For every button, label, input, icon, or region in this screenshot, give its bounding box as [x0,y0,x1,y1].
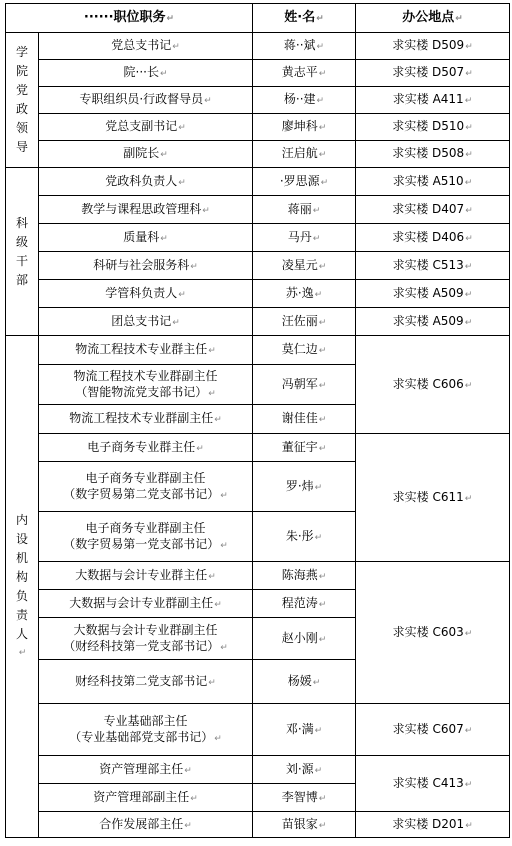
return-mark-icon: ↵ [320,177,329,188]
office-cell: 求实楼 C413↵ [356,756,510,812]
return-mark-icon: ↵ [465,233,473,244]
table-row [6,280,510,308]
return-mark-icon: ↵ [464,725,473,736]
position-cell: 大数据与会计专业群副主任↵ [39,590,253,618]
return-mark-icon: ↵ [316,96,325,106]
return-mark-icon: ↵ [318,634,327,645]
table-row [6,252,510,280]
category-section: 科 级 干 部 [6,168,39,336]
return-mark-icon: ↵ [464,289,473,300]
return-mark-icon: ↵ [318,599,327,610]
return-mark-icon: ↵ [220,540,228,551]
name-cell: 杨媛↵ [253,660,356,704]
position-cell: 团总支书记↵ [39,308,253,336]
office-cell: 求实楼 D406↵ [356,224,510,252]
office-cell: 求实楼 C606↵ [356,336,510,434]
return-mark-icon: ↵ [184,820,192,831]
table-row [6,168,510,196]
return-mark-icon: ↵ [208,571,216,582]
return-mark-icon: ↵ [318,123,327,133]
return-mark-icon: ↵ [316,13,324,24]
office-cell: 求实楼 C611↵ [356,434,510,562]
position-cell: 电子商务专业群主任↵ [39,434,253,462]
name-cell: 莫仁边↵ [253,336,356,365]
table-row [6,196,510,224]
position-cell: 物流工程技术专业群副主任 （智能物流党支部书记）↵ [39,365,253,405]
return-mark-icon: ↵ [316,42,325,52]
return-mark-icon: ↵ [214,599,222,610]
name-cell: 凌星元↵ [253,252,356,280]
name-cell: 蒋丽↵ [253,196,356,224]
return-mark-icon: ↵ [464,96,473,106]
table-row [6,33,510,60]
position-cell: 科研与社会服务科↵ [39,252,253,280]
office-cell: 求实楼 C603↵ [356,562,510,704]
table-row [6,756,510,784]
name-cell: 冯朝军↵ [253,365,356,405]
table-row [6,87,510,114]
position-cell: 副院长↵ [39,141,253,168]
table-row [6,434,510,462]
name-cell: 朱·彤↵ [253,512,356,562]
position-cell: 大数据与会计专业群主任↵ [39,562,253,590]
table-row [6,812,510,838]
position-cell: 党政科负责人↵ [39,168,253,196]
return-mark-icon: ↵ [465,150,473,160]
position-cell: 院···长↵ [39,60,253,87]
return-mark-icon: ↵ [172,42,180,52]
table-row [6,60,510,87]
header-position: ······职位职务↵ [6,4,253,33]
return-mark-icon: ↵ [318,317,327,328]
return-mark-icon: ↵ [178,289,186,300]
name-cell: 刘·源↵ [253,756,356,784]
position-cell: 资产管理部副主任↵ [39,784,253,812]
office-cell: 求实楼 D201↵ [356,812,510,838]
name-cell: 赵小刚↵ [253,618,356,660]
office-cell: 求实楼 D407↵ [356,196,510,224]
return-mark-icon: ↵ [204,96,212,106]
return-mark-icon: ↵ [178,123,186,133]
return-mark-icon: ↵ [318,346,327,356]
position-cell: 电子商务专业群副主任 （数字贸易第一党支部书记）↵ [39,512,253,562]
category-internal: 内 设 机 构 负 责 人 ↵ [6,336,39,838]
office-cell: 求实楼 A509↵ [356,280,510,308]
return-mark-icon: ↵ [464,493,473,504]
return-mark-icon: ↵ [214,733,222,744]
table-row [6,562,510,590]
office-cell: 求实楼 A510↵ [356,168,510,196]
return-mark-icon: ↵ [220,642,228,653]
name-cell: 廖坤科↵ [253,114,356,141]
office-cell: 求实楼 D508↵ [356,141,510,168]
staff-directory-table [5,3,510,838]
position-cell: 合作发展部主任↵ [39,812,253,838]
return-mark-icon: ↵ [220,490,228,501]
return-mark-icon: ↵ [464,317,473,328]
return-mark-icon: ↵ [314,482,323,493]
name-cell: 董征宇↵ [253,434,356,462]
return-mark-icon: ↵ [464,261,473,272]
return-mark-icon: ↵ [465,205,473,216]
table-row [6,308,510,336]
return-mark-icon: ↵ [318,443,327,454]
return-mark-icon: ↵ [464,380,473,391]
name-cell: 程范涛↵ [253,590,356,618]
office-cell: 求实楼 A411↵ [356,87,510,114]
name-cell: 苗银家↵ [253,812,356,838]
table-row [6,704,510,756]
office-cell: 求实楼 C607↵ [356,704,510,756]
return-mark-icon: ↵ [172,317,180,328]
name-cell: 谢佳佳↵ [253,405,356,434]
position-cell: 党总支副书记↵ [39,114,253,141]
return-mark-icon: ↵ [465,69,473,79]
table-row [6,141,510,168]
return-mark-icon: ↵ [314,725,323,736]
position-cell: 电子商务专业群副主任 （数字贸易第二党支部书记）↵ [39,462,253,512]
office-cell: 求实楼 D509↵ [356,33,510,60]
return-mark-icon: ↵ [159,69,168,79]
return-mark-icon: ↵ [318,820,327,831]
name-cell: 马丹↵ [253,224,356,252]
name-cell: ·罗思源↵ [253,168,356,196]
return-mark-icon: ↵ [190,793,198,804]
return-mark-icon: ↵ [318,415,327,425]
table-row [6,224,510,252]
position-cell: 物流工程技术专业群副主任↵ [39,405,253,434]
return-mark-icon: ↵ [18,647,27,658]
position-cell: 学管科负责人↵ [39,280,253,308]
header-name: 姓·名↵ [253,4,356,33]
office-cell: 求实楼 C513↵ [356,252,510,280]
return-mark-icon: ↵ [318,571,327,582]
position-cell: 专职组织员·行政督导员↵ [39,87,253,114]
return-mark-icon: ↵ [214,415,222,425]
return-mark-icon: ↵ [208,388,216,399]
return-mark-icon: ↵ [314,289,323,300]
return-mark-icon: ↵ [318,793,327,804]
category-leaders: 学 院 党 政 领 导 [6,33,39,168]
office-cell: 求实楼 A509↵ [356,308,510,336]
name-cell: 李智博↵ [253,784,356,812]
office-cell: 求实楼 D507↵ [356,60,510,87]
return-mark-icon: ↵ [464,628,473,639]
name-cell: 罗·炜↵ [253,462,356,512]
return-mark-icon: ↵ [178,177,186,188]
name-cell: 汪启航↵ [253,141,356,168]
position-cell: 教学与课程思政管理科↵ [39,196,253,224]
return-mark-icon: ↵ [312,233,321,244]
return-mark-icon: ↵ [318,261,327,272]
position-cell: 专业基础部主任 （专业基础部党支部书记）↵ [39,704,253,756]
return-mark-icon: ↵ [196,443,204,454]
return-mark-icon: ↵ [160,150,168,160]
table-row [6,336,510,365]
return-mark-icon: ↵ [318,150,327,160]
name-cell: 邓·满↵ [253,704,356,756]
name-cell: 杨··建↵ [253,87,356,114]
position-cell: 党总支书记↵ [39,33,253,60]
return-mark-icon: ↵ [314,765,323,776]
return-mark-icon: ↵ [160,233,168,244]
return-mark-icon: ↵ [190,261,198,272]
return-mark-icon: ↵ [455,13,463,24]
name-cell: 陈海燕↵ [253,562,356,590]
return-mark-icon: ↵ [312,677,321,688]
return-mark-icon: ↵ [208,346,216,356]
return-mark-icon: ↵ [464,779,473,790]
position-cell: 大数据与会计专业群副主任 （财经科技第一党支部书记）↵ [39,618,253,660]
return-mark-icon: ↵ [465,42,473,52]
office-cell: 求实楼 D510↵ [356,114,510,141]
return-mark-icon: ↵ [318,69,327,79]
return-mark-icon: ↵ [184,765,192,776]
return-mark-icon: ↵ [166,13,175,24]
return-mark-icon: ↵ [318,380,327,391]
name-cell: 苏·逸↵ [253,280,356,308]
return-mark-icon: ↵ [312,205,321,216]
return-mark-icon: ↵ [464,177,473,188]
return-mark-icon: ↵ [465,820,473,831]
position-cell: 资产管理部主任↵ [39,756,253,784]
name-cell: 汪佐丽↵ [253,308,356,336]
name-cell: 蒋··斌↵ [253,33,356,60]
name-cell: 黄志平↵ [253,60,356,87]
return-mark-icon: ↵ [208,677,216,688]
return-mark-icon: ↵ [202,205,210,216]
return-mark-icon: ↵ [465,123,473,133]
position-cell: 财经科技第二党支部书记↵ [39,660,253,704]
return-mark-icon: ↵ [314,532,323,543]
header-row [6,4,510,33]
position-cell: 物流工程技术专业群主任↵ [39,336,253,365]
header-office: 办公地点↵ [356,4,510,33]
position-cell: 质量科↵ [39,224,253,252]
table-row [6,114,510,141]
